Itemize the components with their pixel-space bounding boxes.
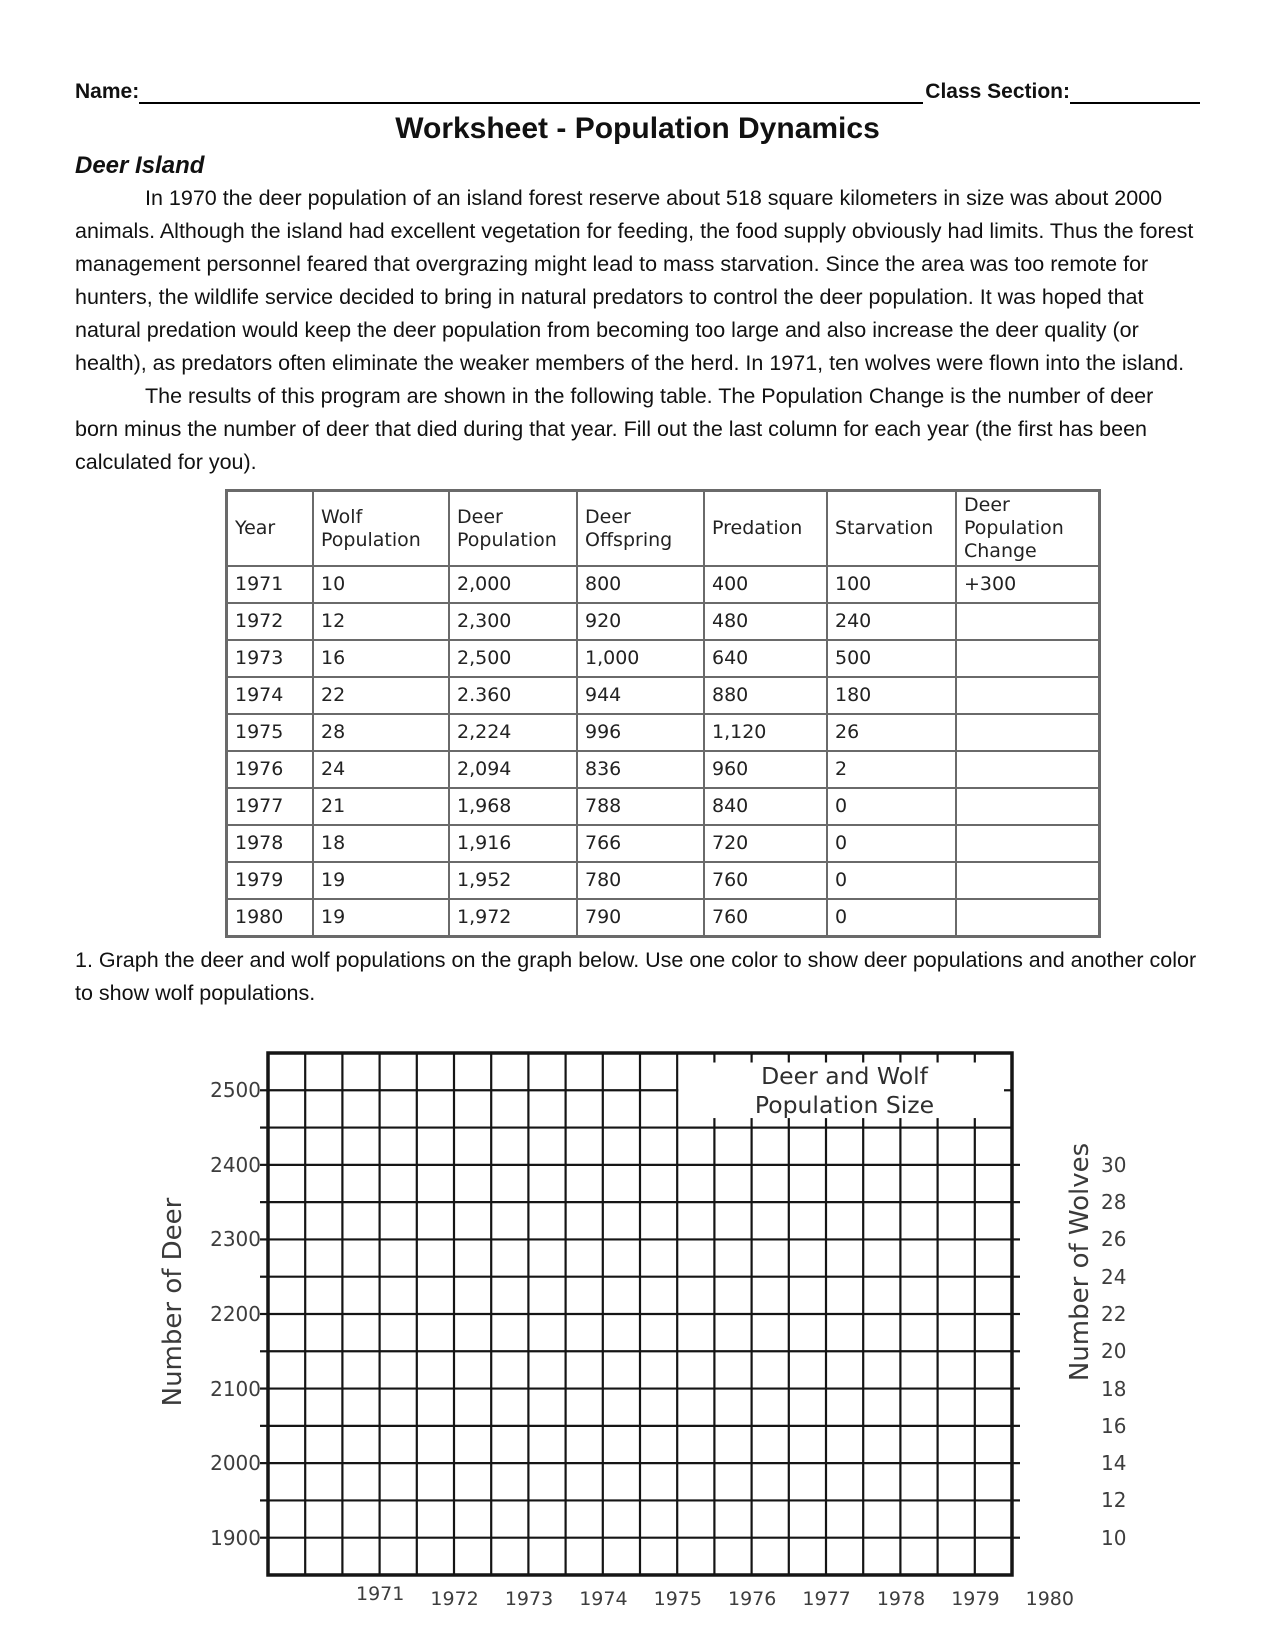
question-1: 1. Graph the deer and wolf populations on the graph below. Use one color to show deer populations and another color to show wolf populations. [75,948,1197,1005]
table-cell: 1,972 [449,899,577,937]
wolves-tick-label: 28 [1101,1190,1127,1215]
table-row [227,899,1100,937]
table-header-row [227,491,1100,567]
table-cell: 1977 [227,788,314,825]
table-cell: 500 [827,640,956,677]
table-cell: 18 [313,825,449,862]
table-cell: 944 [577,677,704,714]
wolves-tick-label: 30 [1101,1152,1127,1177]
table-cell: 19 [313,862,449,899]
table-cell: 2,300 [449,603,577,640]
year-tick-label: 1974 [579,1587,628,1610]
year-tick-label: 1980 [1025,1587,1074,1610]
table-cell: 996 [577,714,704,751]
table-cell: 22 [313,677,449,714]
table-cell: 0 [827,825,956,862]
table-row [227,603,1100,640]
header-row [75,78,1200,104]
chart-title-line: Population Size [754,1091,935,1119]
name-blank [139,78,923,104]
table-cell: 1,000 [577,640,704,677]
table-cell: 1973 [227,640,314,677]
year-tick-label: 1971 [356,1582,405,1605]
year-tick-label: 1975 [653,1587,702,1610]
wolves-tick-label: 26 [1101,1227,1127,1252]
year-tick-label: 1979 [951,1587,1000,1610]
table-cell: 880 [704,677,827,714]
table-cell: 400 [704,566,827,603]
table-cell: 0 [827,862,956,899]
name-label: Name: [75,80,140,103]
year-tick-label: 1978 [876,1587,926,1610]
table-cell: 760 [704,862,827,899]
table-cell: 788 [577,788,704,825]
table-cell: 480 [704,603,827,640]
table-cell: 2,000 [449,566,577,603]
deer-tick-label: 2200 [210,1301,261,1326]
table-cell: 28 [313,714,449,751]
table-cell: 960 [704,751,827,788]
chart-title [677,1056,1012,1126]
table-cell: 1972 [227,603,314,640]
population-change-blank-cell [956,640,1100,677]
wolves-tick-label: 16 [1101,1413,1127,1438]
table-cell: 12 [313,603,449,640]
wolves-tick-label: 14 [1101,1451,1127,1476]
table-cell: 240 [827,603,956,640]
year-tick-label: 1976 [728,1587,777,1610]
table-cell: 840 [704,788,827,825]
table-cell: 21 [313,788,449,825]
table-cell: 920 [577,603,704,640]
table-cell: 836 [577,751,704,788]
deer-tick-label: 2300 [210,1227,261,1252]
table-cell: 800 [577,566,704,603]
deer-tick-label: 2400 [210,1152,261,1177]
table-cell: 780 [577,862,704,899]
table-cell: 1,120 [704,714,827,751]
deer-axis-title: Number of Deer [158,1197,188,1407]
section-heading: Deer Island [75,152,205,179]
table-cell: 10 [313,566,449,603]
population-change-blank-cell [956,825,1100,862]
population-change-blank-cell [956,677,1100,714]
table-row [227,788,1100,825]
population-change-blank-cell [956,751,1100,788]
column-header: Starvation [827,491,956,567]
deer-tick-label: 2500 [210,1078,261,1103]
population-table [225,489,1101,938]
intro-paragraph: In 1970 the deer population of an island forest reserve about 518 square kilometers in size was about 2000 animals. Although the island had excellent vegetation for feeding, the food supply obviously had limits. Thus the forest management personnel feared that overgrazing might lead to mass starvation. Since the area was too remote for hunters, the wildlife service decided to bring in natural predators to control the deer population. It was hoped that natural predation would keep the deer population from becoming too large and also increase the deer quality (or health), as predators often eliminate the weaker members of the herd. In 1971, ten wolves were flown into the island. [75,186,1194,375]
population-change-blank-cell [956,899,1100,937]
table-cell: 26 [827,714,956,751]
table-row [227,566,1100,603]
table-cell: 766 [577,825,704,862]
population-change-blank-cell [956,714,1100,751]
wolves-tick-label: 24 [1101,1264,1127,1289]
table-cell: 16 [313,640,449,677]
column-header: Deer Population [449,491,577,567]
table-cell: 0 [827,788,956,825]
table-row [227,862,1100,899]
column-header: Year [227,491,314,567]
table-cell: 1975 [227,714,314,751]
population-change-blank-cell [956,788,1100,825]
table-cell: 1971 [227,566,314,603]
wolves-tick-label: 12 [1101,1488,1127,1513]
deer-tick-label: 2100 [210,1376,261,1401]
column-header: Deer Population Change [956,491,1100,567]
deer-tick-label: 1900 [210,1525,261,1550]
table-cell: 1,952 [449,862,577,899]
table-cell: 2,094 [449,751,577,788]
column-header: Wolf Population [313,491,449,567]
table-row [227,825,1100,862]
table-cell: 2.360 [449,677,577,714]
table-cell: 2,224 [449,714,577,751]
table-cell: 100 [827,566,956,603]
class-section-blank [1070,78,1200,104]
chart-title-line: Deer and Wolf [761,1062,928,1090]
table-cell: 1979 [227,862,314,899]
table-cell: 2,500 [449,640,577,677]
table-cell: 0 [827,899,956,937]
deer-tick-label: 2000 [210,1451,261,1476]
table-cell: 1974 [227,677,314,714]
table-row [227,714,1100,751]
wolves-tick-label: 20 [1101,1339,1127,1364]
column-header: Predation [704,491,827,567]
table-cell: 19 [313,899,449,937]
year-tick-label: 1977 [802,1587,851,1610]
table-cell: 180 [827,677,956,714]
year-tick-label: 1973 [504,1587,554,1610]
wolves-tick-label: 22 [1101,1301,1127,1326]
population-graph [75,1012,1200,1651]
population-table-header [227,491,1100,567]
table-cell: 1,916 [449,825,577,862]
table-intro-paragraph: The results of this program are shown in the following table. The Population Change is the number of deer born minus the number of deer that died during that year. Fill out the last column for each year (the first has been calculated for you). [75,384,1154,474]
column-header: Deer Offspring [577,491,704,567]
table-row [227,751,1100,788]
table-cell: 720 [704,825,827,862]
population-table-body [227,566,1100,937]
table-cell: 1,968 [449,788,577,825]
table-cell: 640 [704,640,827,677]
table-cell: 2 [827,751,956,788]
population-change-blank-cell [956,862,1100,899]
wolves-axis-title: Number of Wolves [1065,1142,1095,1382]
wolves-tick-label: 18 [1101,1376,1127,1401]
table-cell: 1978 [227,825,314,862]
page-title: Worksheet - Population Dynamics [395,112,880,145]
year-tick-label: 1972 [430,1587,479,1610]
table-cell: 790 [577,899,704,937]
population-change-blank-cell [956,603,1100,640]
table-cell: 1980 [227,899,314,937]
wolves-tick-label: 10 [1101,1525,1127,1550]
table-cell: 1976 [227,751,314,788]
table-cell: +300 [956,566,1100,603]
table-cell: 760 [704,899,827,937]
table-cell: 24 [313,751,449,788]
class-section-label: Class Section: [925,80,1070,103]
table-row [227,640,1100,677]
table-row [227,677,1100,714]
